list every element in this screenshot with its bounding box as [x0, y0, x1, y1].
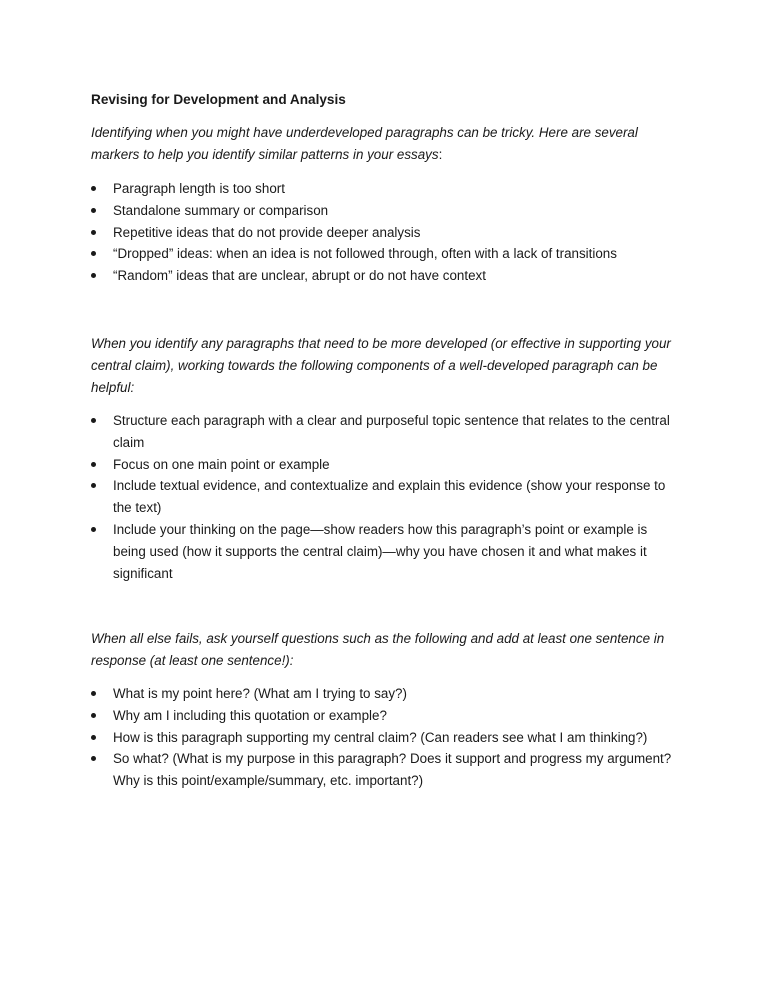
- list-item-text: What is my point here? (What am I trying to say?): [113, 686, 407, 701]
- list-item-text: “Random” ideas that are unclear, abrupt or do not have context: [113, 268, 486, 284]
- list-item: [91, 475, 681, 519]
- list-item: [91, 178, 681, 200]
- section1-intro: [91, 122, 681, 166]
- list-item-text: Include your thinking on the page—show readers how this paragraph’s point or example is being used (how it supports the central claim)—why you have chosen it and what makes it significant: [113, 521, 648, 581]
- list-item: [91, 683, 681, 705]
- section1-list: [91, 178, 681, 287]
- bullet-icon: [91, 713, 96, 718]
- bullet-icon: [91, 735, 96, 740]
- list-item-text: Focus on one main point or example: [113, 456, 330, 472]
- list-item: [91, 243, 681, 265]
- bullet-icon: [91, 208, 96, 213]
- bullet-icon: [91, 418, 96, 423]
- list-item: [91, 222, 681, 244]
- list-item: [91, 410, 681, 454]
- bullet-icon: [91, 186, 96, 191]
- list-item-text: Why am I including this quotation or example?: [113, 707, 387, 723]
- list-item: [91, 200, 681, 222]
- bullet-icon: [91, 273, 96, 278]
- section1-intro-colon: :: [438, 146, 443, 162]
- bullet-icon: [91, 462, 96, 467]
- list-item-text: Paragraph length is too short: [113, 181, 285, 196]
- list-item: [91, 519, 681, 584]
- document-title: Revising for Development and Analysis: [91, 92, 346, 107]
- list-item: [91, 265, 681, 287]
- list-item-text: “Dropped” ideas: when an idea is not followed through, often with a lack of transitions: [113, 246, 617, 262]
- bullet-icon: [91, 527, 96, 532]
- section1-intro-text: Identifying when you might have underdeveloped paragraphs can be tricky. Here are several markers to help you identify similar patterns in your essays: [91, 125, 638, 162]
- list-item-text: So what? (What is my purpose in this paragraph? Does it support and progress my argument? Why is this point/example/summary, etc. important?): [113, 751, 672, 789]
- section2-list: [91, 410, 681, 584]
- list-item: [91, 454, 681, 476]
- bullet-icon: [91, 230, 96, 235]
- list-item: [91, 705, 681, 727]
- list-item-text: How is this paragraph supporting my central claim? (Can readers see what I am thinking?): [113, 729, 648, 745]
- section2-intro: When you identify any paragraphs that need to be more developed (or effective in supporting your central claim), working towards the following components of a well-developed paragraph can be helpful:: [91, 336, 671, 395]
- list-item: [91, 727, 681, 749]
- section3-list: [91, 683, 681, 792]
- bullet-icon: [91, 756, 96, 761]
- list-item-text: Standalone summary or comparison: [113, 202, 329, 218]
- section3-intro: When all else fails, ask yourself questions such as the following and add at least one sentence in response (at least one sentence!):: [91, 631, 665, 668]
- list-item-text: Include textual evidence, and contextualize and explain this evidence (show your response to the text): [113, 478, 666, 516]
- list-item: [91, 748, 681, 792]
- bullet-icon: [91, 691, 96, 696]
- bullet-icon: [91, 483, 96, 488]
- list-item-text: Repetitive ideas that do not provide deeper analysis: [113, 224, 421, 240]
- bullet-icon: [91, 251, 96, 256]
- list-item-text: Structure each paragraph with a clear and purposeful topic sentence that relates to the central claim: [113, 413, 670, 450]
